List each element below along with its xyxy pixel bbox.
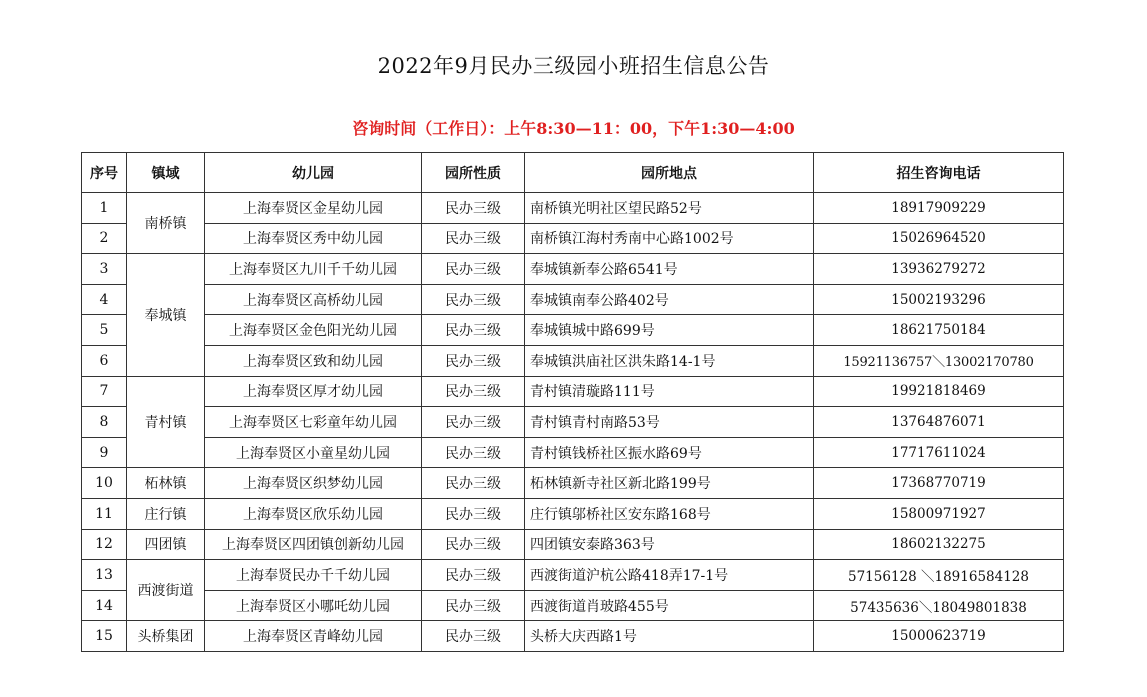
kindergarten-address: 青村镇青村南路53号: [525, 407, 814, 438]
row-number: 10: [82, 468, 127, 499]
kindergarten-name: 上海奉贤区欣乐幼儿园: [205, 498, 422, 529]
consult-phone: 18621750184: [814, 315, 1064, 346]
kindergarten-address: 南桥镇江海村秀南中心路1002号: [525, 223, 814, 254]
consult-phone: 18917909229: [814, 193, 1064, 224]
town-cell: 四团镇: [127, 529, 205, 560]
row-number: 5: [82, 315, 127, 346]
kindergarten-type: 民办三级: [422, 560, 525, 591]
kindergarten-type: 民办三级: [422, 223, 525, 254]
table-row: [82, 560, 1064, 591]
row-number: 6: [82, 345, 127, 376]
enrollment-table: [81, 152, 1064, 652]
consult-phone: 15800971927: [814, 498, 1064, 529]
row-number: 4: [82, 284, 127, 315]
town-cell: 奉城镇: [127, 254, 205, 376]
consult-phone: 18602132275: [814, 529, 1064, 560]
kindergarten-address: 南桥镇光明社区望民路52号: [525, 193, 814, 224]
kindergarten-type: 民办三级: [422, 529, 525, 560]
row-number: 9: [82, 437, 127, 468]
consult-phone: 15002193296: [814, 284, 1064, 315]
consult-phone: 15921136757＼13002170780: [814, 345, 1064, 376]
table-row: [82, 315, 1064, 346]
kindergarten-address: 青村镇清璇路111号: [525, 376, 814, 407]
row-number: 14: [82, 590, 127, 621]
table-row: [82, 590, 1064, 621]
kindergarten-type: 民办三级: [422, 468, 525, 499]
table-row: [82, 437, 1064, 468]
kindergarten-name: 上海奉贤区致和幼儿园: [205, 345, 422, 376]
table-row: [82, 468, 1064, 499]
kindergarten-type: 民办三级: [422, 437, 525, 468]
kindergarten-name: 上海奉贤区小哪吒幼儿园: [205, 590, 422, 621]
kindergarten-name: 上海奉贤区青峰幼儿园: [205, 621, 422, 652]
consult-time: 咨询时间（工作日）：上午8:30—11：00，下午1:30—4:00: [352, 119, 795, 138]
page-title: 2022年9月民办三级园小班招生信息公告: [377, 54, 770, 78]
town-cell: 庄行镇: [127, 498, 205, 529]
row-number: 7: [82, 376, 127, 407]
town-cell: 柘林镇: [127, 468, 205, 499]
kindergarten-address: 头桥大庆西路1号: [525, 621, 814, 652]
town-cell: 青村镇: [127, 376, 205, 468]
kindergarten-type: 民办三级: [422, 254, 525, 285]
kindergarten-address: 庄行镇邬桥社区安东路168号: [525, 498, 814, 529]
kindergarten-name: 上海奉贤区织梦幼儿园: [205, 468, 422, 499]
town-cell: 头桥集团: [127, 621, 205, 652]
table-row: [82, 284, 1064, 315]
kindergarten-name: 上海奉贤区七彩童年幼儿园: [205, 407, 422, 438]
kindergarten-name: 上海奉贤区金星幼儿园: [205, 193, 422, 224]
header-address: 园所地点: [525, 153, 814, 193]
kindergarten-name: 上海奉贤区厚才幼儿园: [205, 376, 422, 407]
consult-phone: 57156128 ＼18916584128: [814, 560, 1064, 591]
consult-phone: 15026964520: [814, 223, 1064, 254]
kindergarten-address: 奉城镇洪庙社区洪朱路14-1号: [525, 345, 814, 376]
consult-phone: 19921818469: [814, 376, 1064, 407]
kindergarten-type: 民办三级: [422, 498, 525, 529]
row-number: 1: [82, 193, 127, 224]
kindergarten-type: 民办三级: [422, 407, 525, 438]
row-number: 12: [82, 529, 127, 560]
header-type: 园所性质: [422, 153, 525, 193]
header-town: 镇域: [127, 153, 205, 193]
row-number: 15: [82, 621, 127, 652]
row-number: 11: [82, 498, 127, 529]
consult-phone: 15000623719: [814, 621, 1064, 652]
row-number: 3: [82, 254, 127, 285]
town-cell: 西渡街道: [127, 560, 205, 621]
row-number: 2: [82, 223, 127, 254]
kindergarten-type: 民办三级: [422, 621, 525, 652]
consult-phone: 17717611024: [814, 437, 1064, 468]
kindergarten-name: 上海奉贤区九川千千幼儿园: [205, 254, 422, 285]
kindergarten-address: 柘林镇新寺社区新北路199号: [525, 468, 814, 499]
kindergarten-name: 上海奉贤区金色阳光幼儿园: [205, 315, 422, 346]
kindergarten-address: 四团镇安泰路363号: [525, 529, 814, 560]
table-row: [82, 529, 1064, 560]
kindergarten-name: 上海奉贤区小童星幼儿园: [205, 437, 422, 468]
kindergarten-address: 西渡街道沪杭公路418弄17-1号: [525, 560, 814, 591]
table-row: [82, 376, 1064, 407]
table-row: [82, 193, 1064, 224]
kindergarten-name: 上海奉贤民办千千幼儿园: [205, 560, 422, 591]
kindergarten-type: 民办三级: [422, 315, 525, 346]
kindergarten-address: 奉城镇城中路699号: [525, 315, 814, 346]
kindergarten-name: 上海奉贤区秀中幼儿园: [205, 223, 422, 254]
table-row: [82, 254, 1064, 285]
kindergarten-address: 奉城镇新奉公路6541号: [525, 254, 814, 285]
table-row: [82, 345, 1064, 376]
header-no: 序号: [82, 153, 127, 193]
town-cell: 南桥镇: [127, 193, 205, 254]
kindergarten-type: 民办三级: [422, 376, 525, 407]
row-number: 13: [82, 560, 127, 591]
kindergarten-type: 民办三级: [422, 193, 525, 224]
consult-phone: 13764876071: [814, 407, 1064, 438]
table-row: [82, 621, 1064, 652]
table-row: [82, 498, 1064, 529]
kindergarten-type: 民办三级: [422, 284, 525, 315]
consult-phone: 17368770719: [814, 468, 1064, 499]
kindergarten-type: 民办三级: [422, 590, 525, 621]
table-row: [82, 407, 1064, 438]
table-header-row: [82, 153, 1064, 193]
consult-phone: 13936279272: [814, 254, 1064, 285]
kindergarten-type: 民办三级: [422, 345, 525, 376]
kindergarten-name: 上海奉贤区四团镇创新幼儿园: [205, 529, 422, 560]
row-number: 8: [82, 407, 127, 438]
kindergarten-address: 青村镇钱桥社区振水路69号: [525, 437, 814, 468]
kindergarten-address: 西渡街道肖玻路455号: [525, 590, 814, 621]
header-phone: 招生咨询电话: [814, 153, 1064, 193]
header-kindergarten: 幼儿园: [205, 153, 422, 193]
kindergarten-name: 上海奉贤区高桥幼儿园: [205, 284, 422, 315]
table-row: [82, 223, 1064, 254]
kindergarten-address: 奉城镇南奉公路402号: [525, 284, 814, 315]
consult-phone: 57435636＼18049801838: [814, 590, 1064, 621]
